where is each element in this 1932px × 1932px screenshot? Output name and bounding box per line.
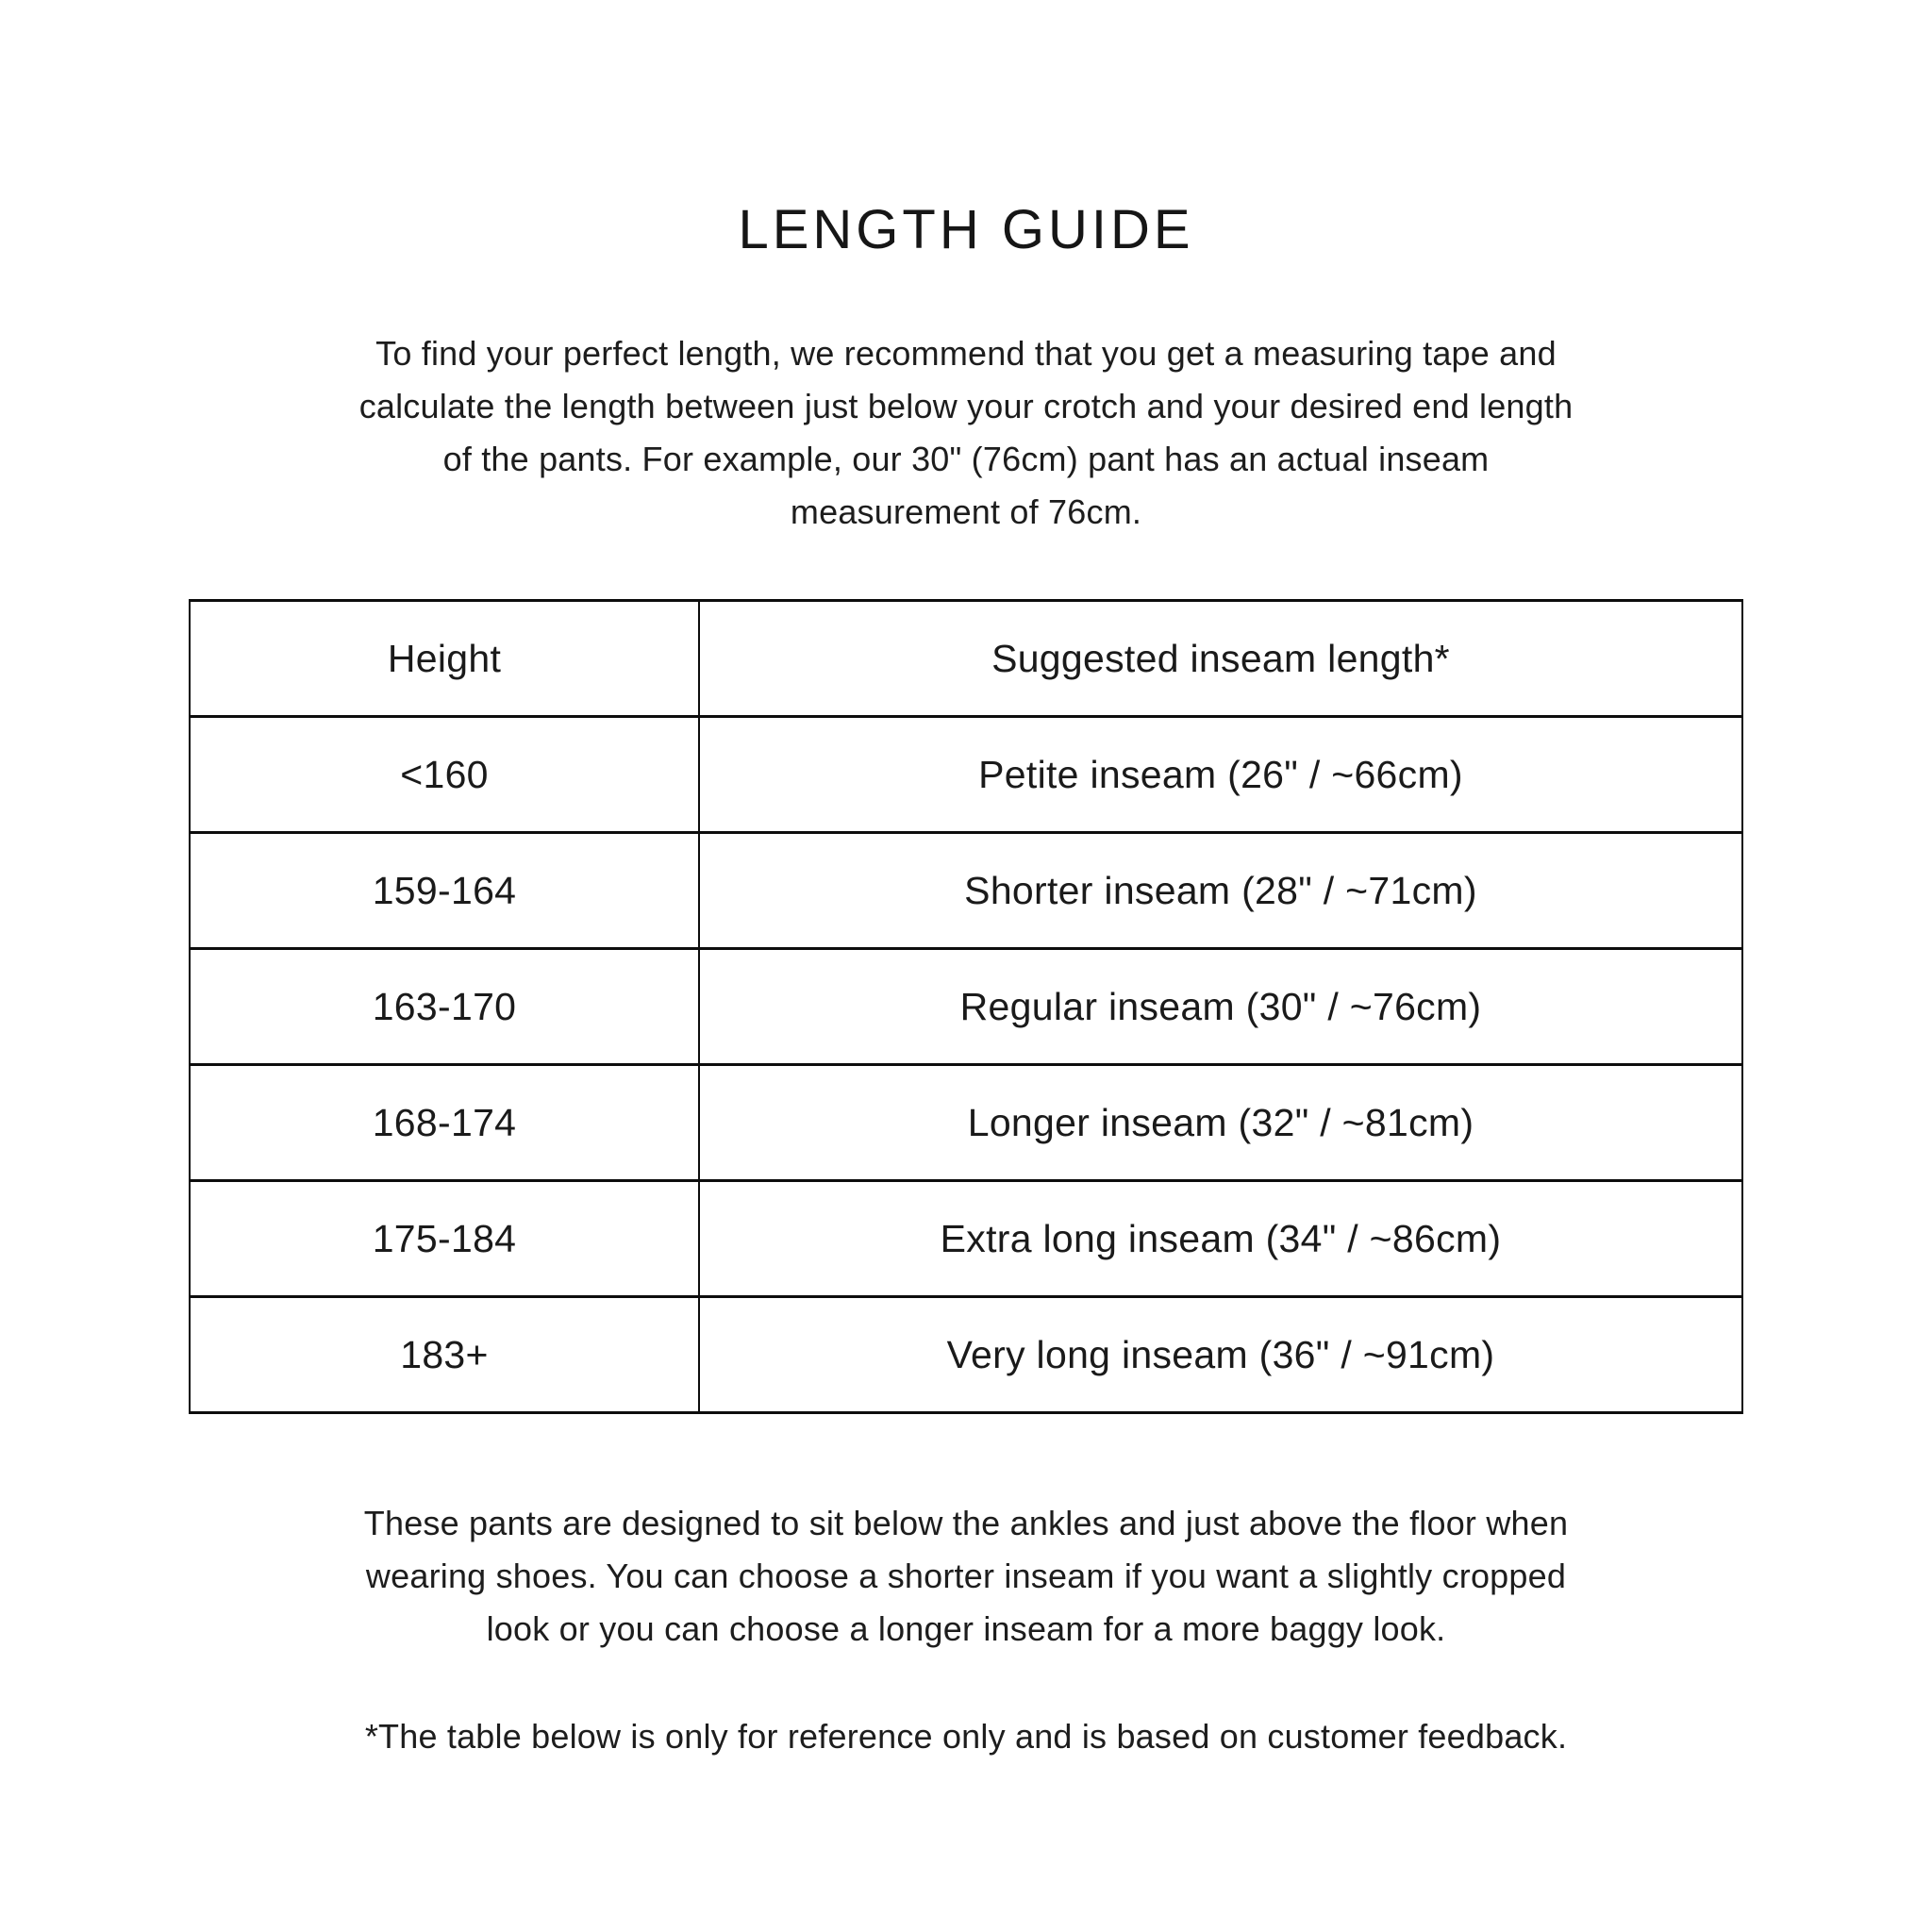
table-row [190, 949, 1742, 1065]
intro-line-2: calculate the length between just below your crotch and your desired end length [358, 387, 1574, 425]
intro-line-3: of the pants. For example, our 30" (76cm) pant has an actual inseam [442, 440, 1490, 478]
inseam-cell: Longer inseam (32" / ~81cm) [699, 1065, 1742, 1181]
table-row [190, 1181, 1742, 1297]
fit-note-line-2: wearing shoes. You can choose a shorter inseam if you want a slightly cropped [365, 1557, 1567, 1595]
inseam-cell: Petite inseam (26" / ~66cm) [699, 717, 1742, 833]
inseam-length-table [189, 599, 1743, 1414]
fit-note-line-1: These pants are designed to sit below the ankles and just above the floor when [363, 1504, 1569, 1542]
inseam-cell: Extra long inseam (34" / ~86cm) [699, 1181, 1742, 1297]
intro-line-4: measurement of 76cm. [790, 492, 1142, 531]
fit-note-line-3: look or you can choose a longer inseam for a more baggy look. [486, 1609, 1446, 1648]
inseam-cell: Very long inseam (36" / ~91cm) [699, 1297, 1742, 1413]
height-cell: 175-184 [190, 1181, 699, 1297]
reference-footnote: *The table below is only for reference only and is based on customer feedback. [364, 1717, 1568, 1756]
page-title: LENGTH GUIDE [738, 199, 1194, 260]
table-row [190, 717, 1742, 833]
intro-line-1: To find your perfect length, we recommend that you get a measuring tape and [375, 334, 1557, 373]
fit-note-paragraph [164, 1497, 1768, 1656]
height-cell: 163-170 [190, 949, 699, 1065]
height-column-header: Height [190, 601, 699, 717]
table-row [190, 1065, 1742, 1181]
intro-paragraph [164, 327, 1768, 539]
height-cell: <160 [190, 717, 699, 833]
inseam-cell: Regular inseam (30" / ~76cm) [699, 949, 1742, 1065]
inseam-cell: Shorter inseam (28" / ~71cm) [699, 833, 1742, 949]
table-header-row [190, 601, 1742, 717]
inseam-column-header: Suggested inseam length* [699, 601, 1742, 717]
height-cell: 183+ [190, 1297, 699, 1413]
table-row [190, 833, 1742, 949]
table-row [190, 1297, 1742, 1413]
height-cell: 168-174 [190, 1065, 699, 1181]
height-cell: 159-164 [190, 833, 699, 949]
